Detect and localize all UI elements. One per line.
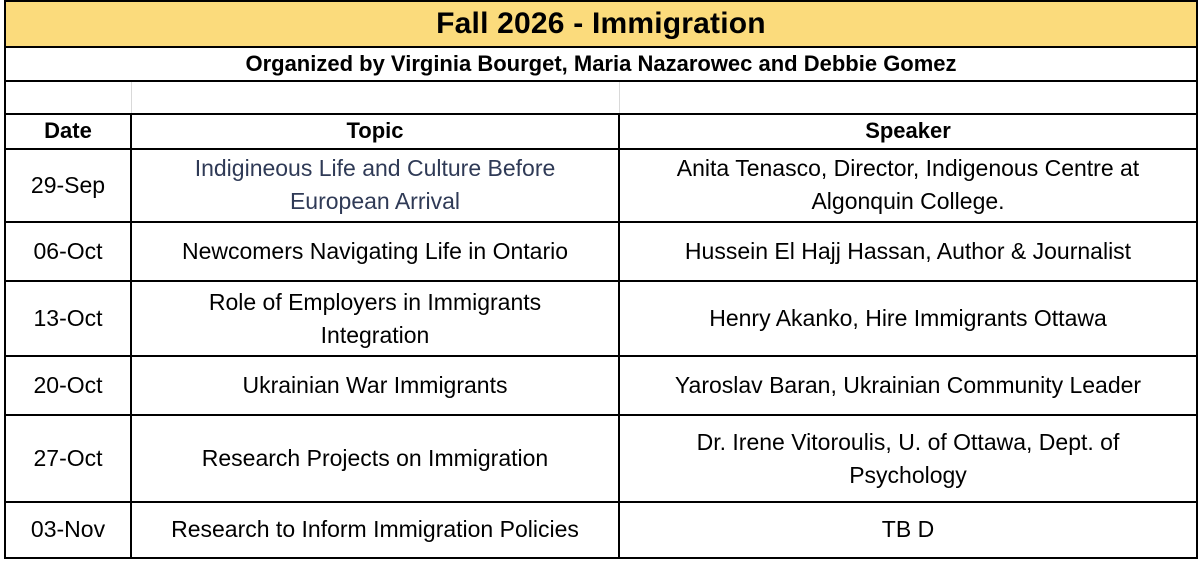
date-cell[interactable]: 20-Oct xyxy=(5,356,131,415)
table-row xyxy=(5,356,1197,415)
table-row xyxy=(5,415,1197,502)
speaker-header[interactable]: Speaker xyxy=(619,114,1197,149)
blank-cell[interactable] xyxy=(131,81,619,114)
topic-line: Role of Employers in Immigrants xyxy=(208,288,542,315)
speaker-line: Anita Tenasco, Director, Indigenous Centre at xyxy=(676,155,1140,182)
speaker-line: Psychology xyxy=(849,461,967,488)
title-row xyxy=(5,1,1197,47)
topic-cell[interactable] xyxy=(131,281,619,356)
sheet-title[interactable]: Fall 2026 - Immigration xyxy=(5,1,1197,47)
topic-cell[interactable] xyxy=(131,356,619,415)
topic-header[interactable]: Topic xyxy=(131,114,619,149)
table-row xyxy=(5,281,1197,356)
topic-line: Integration xyxy=(320,321,430,348)
speaker-cell[interactable] xyxy=(619,149,1197,222)
date-cell[interactable]: 03-Nov xyxy=(5,502,131,558)
speaker-cell[interactable] xyxy=(619,415,1197,502)
speaker-cell[interactable] xyxy=(619,222,1197,281)
topic-cell[interactable] xyxy=(131,502,619,558)
table-row xyxy=(5,149,1197,222)
blank-cell[interactable] xyxy=(5,81,131,114)
organizers-row xyxy=(5,47,1197,82)
speaker-line: Henry Akanko, Hire Immigrants Ottawa xyxy=(709,305,1107,332)
table-row xyxy=(5,502,1197,558)
topic-cell[interactable] xyxy=(131,415,619,502)
organizers-cell[interactable]: Organized by Virginia Bourget, Maria Nazarowec and Debbie Gomez xyxy=(5,47,1197,82)
date-header[interactable]: Date xyxy=(5,114,131,149)
topic-cell[interactable] xyxy=(131,149,619,222)
speaker-line: TB D xyxy=(881,516,935,543)
speaker-line: Yaroslav Baran, Ukrainian Community Leader xyxy=(674,372,1142,399)
speaker-line: Algonquin College. xyxy=(811,188,1005,215)
schedule-table xyxy=(4,0,1198,559)
topic-line: Ukrainian War Immigrants xyxy=(242,372,508,399)
date-cell[interactable]: 29-Sep xyxy=(5,149,131,222)
topic-line: Indigineous Life and Culture Before xyxy=(194,155,556,182)
date-cell[interactable]: 27-Oct xyxy=(5,415,131,502)
date-cell[interactable]: 06-Oct xyxy=(5,222,131,281)
topic-line: Research to Inform Immigration Policies xyxy=(171,516,579,543)
topic-line: European Arrival xyxy=(289,188,461,215)
speaker-cell[interactable] xyxy=(619,502,1197,558)
blank-row xyxy=(5,81,1197,114)
speaker-line: Dr. Irene Vitoroulis, U. of Ottawa, Dept. of xyxy=(696,428,1120,455)
header-row xyxy=(5,114,1197,149)
topic-line: Newcomers Navigating Life in Ontario xyxy=(181,237,569,264)
speaker-cell[interactable] xyxy=(619,356,1197,415)
topic-line: Research Projects on Immigration xyxy=(201,445,549,472)
topic-cell[interactable] xyxy=(131,222,619,281)
speaker-line: Hussein El Hajj Hassan, Author & Journalist xyxy=(684,237,1132,264)
date-cell[interactable]: 13-Oct xyxy=(5,281,131,356)
speaker-cell[interactable] xyxy=(619,281,1197,356)
table-row xyxy=(5,222,1197,281)
blank-cell[interactable] xyxy=(619,81,1197,114)
